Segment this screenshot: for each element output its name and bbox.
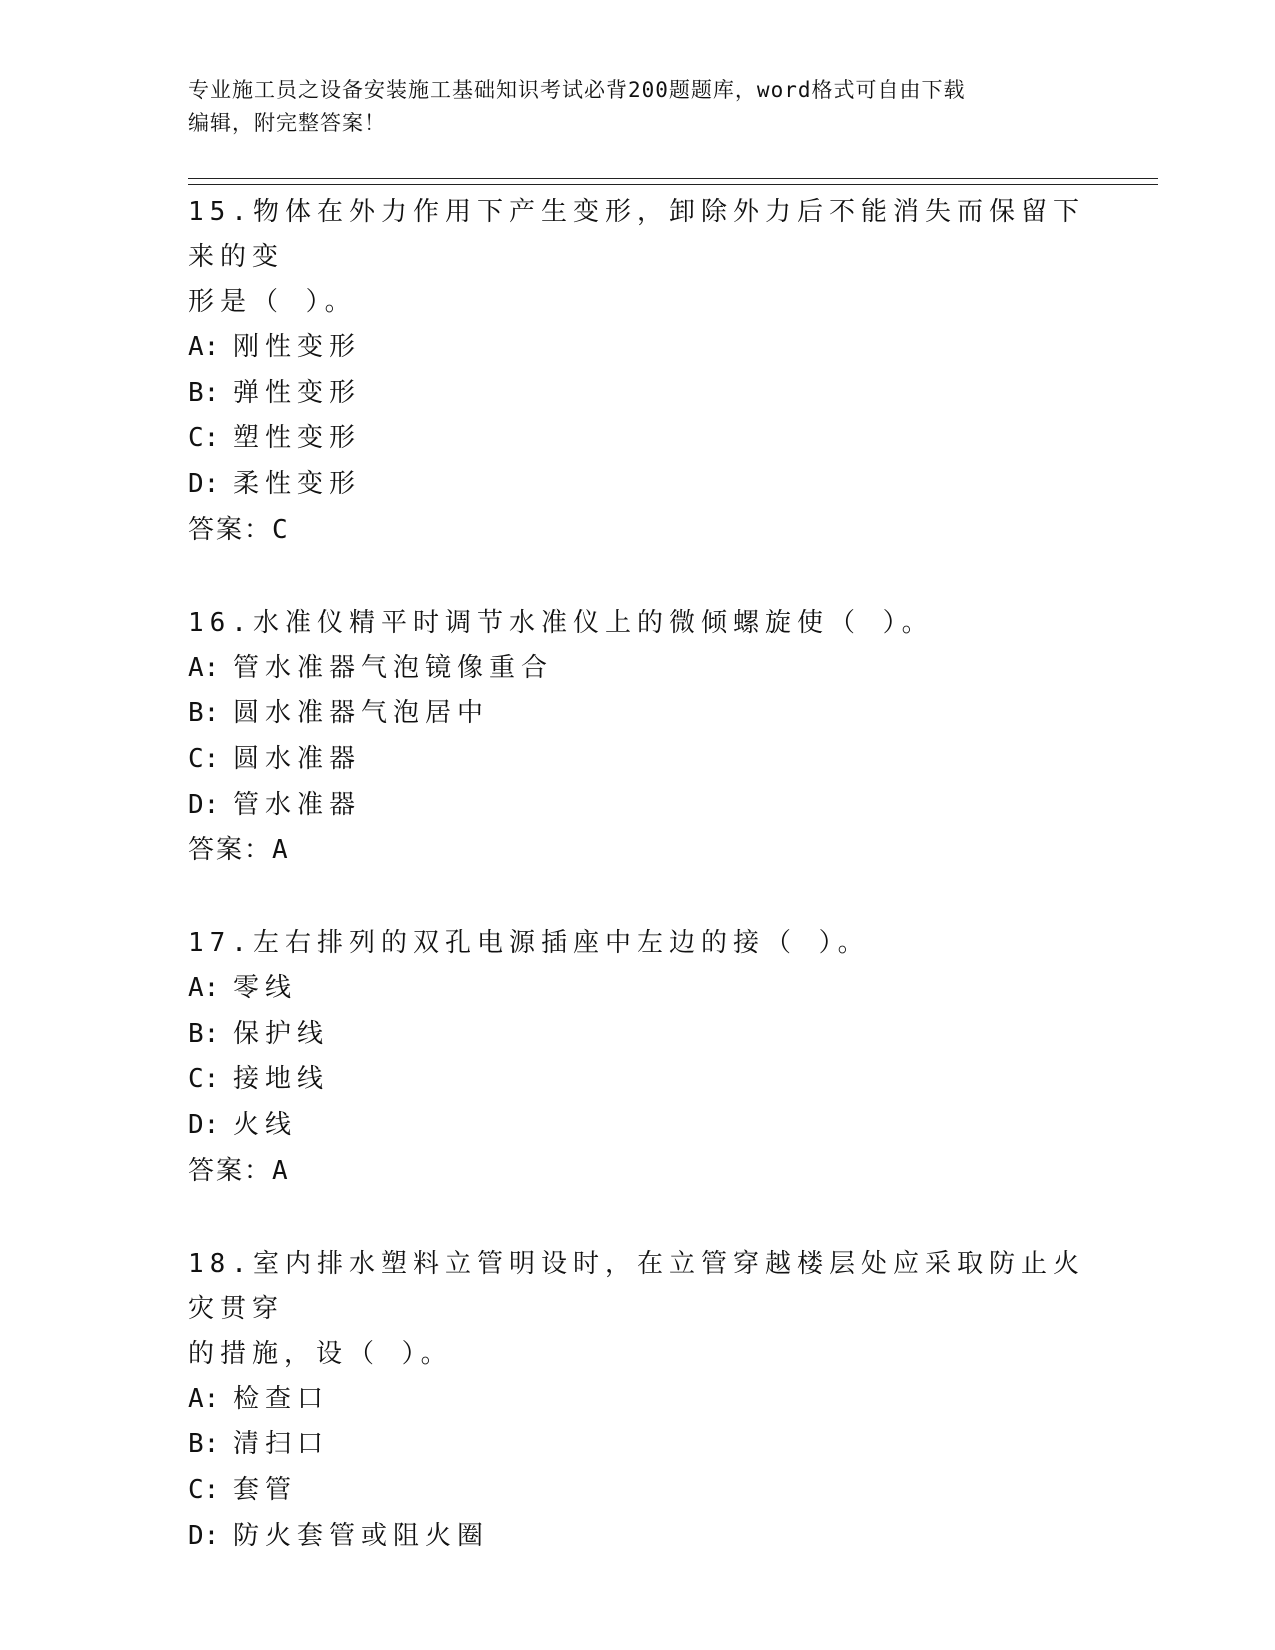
question-list <box>188 190 1088 1606</box>
question-stem-line: 16.水准仪精平时调节水准仪上的微倾螺旋使（ ）。 <box>188 607 934 638</box>
option-text: 套管 <box>233 1474 298 1505</box>
option-d <box>188 462 1088 508</box>
option-letter: D: <box>188 1520 220 1551</box>
option-text: 检查口 <box>233 1383 330 1414</box>
option-text: 火线 <box>233 1110 298 1141</box>
question-stem-line: 形是（ ）。 <box>188 287 357 317</box>
option-letter: B: <box>188 377 220 408</box>
option-c <box>188 1468 1088 1514</box>
answer-line: 答案：A <box>188 835 290 866</box>
option-letter: D: <box>188 1110 220 1141</box>
answer-line: 答案：A <box>188 1155 290 1186</box>
option-c <box>188 416 1088 462</box>
option-text: 塑性变形 <box>233 423 362 454</box>
option-text: 圆水准器 <box>233 743 362 774</box>
option-d <box>188 1514 1088 1560</box>
header-divider-bottom <box>188 184 1158 185</box>
option-a <box>188 646 1088 692</box>
option-a <box>188 325 1088 371</box>
option-letter: D: <box>188 789 220 820</box>
header-line-1: 专业施工员之设备安装施工基础知识考试必背200题题库，word格式可自由下载 <box>188 78 966 102</box>
option-text: 防火套管或阻火圈 <box>233 1520 490 1551</box>
option-text: 管水准器气泡镜像重合 <box>233 652 554 683</box>
option-letter: C: <box>188 423 220 454</box>
option-text: 接地线 <box>233 1064 330 1095</box>
option-c <box>188 1057 1088 1103</box>
question-stem-line: 15.物体在外力作用下产生变形，卸除外力后不能消失而保留下来的变 <box>188 197 1085 272</box>
option-text: 零线 <box>233 973 298 1004</box>
option-text: 保护线 <box>233 1018 330 1049</box>
option-letter: A: <box>188 332 220 362</box>
answer-line: 答案：C <box>188 514 290 545</box>
option-letter: B: <box>188 1018 220 1049</box>
option-b <box>188 1422 1088 1468</box>
question-stem-line: 的措施，设（ ）。 <box>188 1338 453 1369</box>
question-17 <box>188 921 1088 1195</box>
document-header <box>188 74 1088 140</box>
option-letter: D: <box>188 469 220 500</box>
option-b <box>188 691 1088 737</box>
option-letter: C: <box>188 1064 220 1095</box>
header-divider-top <box>188 178 1158 179</box>
option-text: 刚性变形 <box>233 332 362 362</box>
option-text: 圆水准器气泡居中 <box>233 698 490 729</box>
option-a <box>188 1377 1088 1423</box>
option-a <box>188 966 1088 1012</box>
option-letter: C: <box>188 1474 220 1505</box>
option-c <box>188 737 1088 783</box>
option-d <box>188 783 1088 829</box>
option-letter: A: <box>188 652 220 683</box>
question-16 <box>188 601 1088 875</box>
option-letter: C: <box>188 743 220 774</box>
option-d <box>188 1103 1088 1149</box>
option-letter: B: <box>188 1429 220 1460</box>
option-b <box>188 371 1088 417</box>
option-letter: A: <box>188 973 220 1004</box>
question-stem-line: 17.左右排列的双孔电源插座中左边的接（ ）。 <box>188 928 870 959</box>
option-text: 柔性变形 <box>233 469 362 500</box>
option-text: 清扫口 <box>233 1429 330 1460</box>
option-letter: B: <box>188 698 220 729</box>
question-stem-line: 18.室内排水塑料立管明设时，在立管穿越楼层处应采取防止火灾贯穿 <box>188 1248 1085 1324</box>
option-text: 弹性变形 <box>233 377 362 408</box>
option-letter: A: <box>188 1383 220 1414</box>
question-15 <box>188 190 1088 554</box>
question-18 <box>188 1242 1088 1560</box>
option-text: 管水准器 <box>233 789 362 820</box>
option-b <box>188 1012 1088 1058</box>
header-line-2: 编辑，附完整答案！ <box>188 111 386 135</box>
